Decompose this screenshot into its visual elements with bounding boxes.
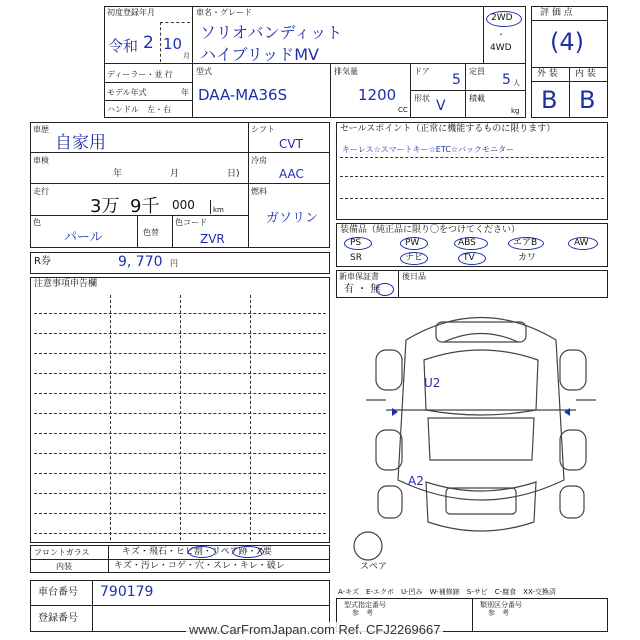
sales-points-text: キーレス☆スマートキー☆ETC☆バックモニター [342, 145, 515, 154]
kg-unit: kg [511, 107, 520, 115]
car-name-label: 車名・グレード [196, 8, 252, 17]
year-unit: 年 [181, 88, 189, 97]
watermark: www.CarFromJapan.com Ref. CFJ2269667 [186, 622, 443, 637]
inspection-day: 日) [227, 169, 240, 179]
ac-label: 冷房 [251, 156, 267, 165]
dealer-label: ディーラー・並 行 [107, 70, 173, 79]
mileage-label: 走行 [33, 187, 49, 196]
model-spec-ref: 参 考 [352, 609, 373, 617]
equip-sr: SR [350, 253, 362, 263]
color-change-label: 色替 [143, 228, 159, 237]
shape-label: 形状 [414, 94, 430, 103]
fuel-value: ガソリン [266, 211, 319, 226]
interior-grade: B [579, 86, 596, 114]
capacity-unit: 人 [513, 79, 520, 87]
equip-abs: ABS [458, 238, 476, 248]
spare-label: スペア [360, 562, 388, 572]
color-code: ZVR [200, 232, 225, 246]
inspection-year: 年 [113, 169, 123, 179]
displacement-label: 排気量 [334, 67, 358, 76]
usage-label: 車歴 [33, 125, 49, 134]
shift-value: CVT [279, 137, 303, 151]
front-glass-label: フロントガラス [34, 548, 90, 557]
handle-label: ハンドル 左・右 [107, 105, 171, 114]
category-label: 類別区分番号 [480, 601, 522, 609]
capacity: 5 [502, 72, 511, 88]
shape: V [436, 98, 446, 114]
equip-aw: AW [574, 238, 589, 248]
damage-u2: U2 [424, 376, 441, 390]
model-year-label: モデル年式 [107, 88, 147, 97]
equip-tv: TV [463, 253, 475, 263]
doors: 5 [452, 72, 461, 88]
color-label: 色 [33, 218, 41, 227]
color-value: パール [64, 230, 103, 245]
rating-label: 評 価 点 [540, 8, 573, 18]
reg-year: 2 [143, 33, 154, 53]
equip-navi: ナビ [405, 253, 424, 263]
equip-leather: カワ [518, 253, 537, 263]
warranty-label: 新車保証書 [339, 272, 379, 281]
equip-ps: PS [350, 238, 362, 248]
model-code-label: 型式 [196, 67, 212, 76]
mileage-man: 3万 [90, 196, 120, 217]
equipment-label: 装備品（純正品に限り〇をつけてください） [340, 225, 521, 235]
reg-number-label: 登録番号 [38, 613, 78, 624]
car-damage-diagram [336, 300, 608, 580]
notes-column-line [250, 295, 251, 540]
notes-column-line [180, 295, 181, 540]
rating-score: (4) [550, 28, 584, 56]
notes-label: 注意事項申告欄 [34, 279, 98, 289]
fuel-label: 燃料 [251, 187, 267, 196]
sales-points-box [336, 122, 608, 220]
interior-cond-text: キズ・汚レ・コゲ・穴・スレ・キレ・破レ [114, 561, 285, 571]
mileage-sen: 9千 [130, 196, 160, 217]
month-unit: 月 [183, 52, 190, 60]
usage-value: 自家用 [55, 133, 106, 153]
category-ref: 参 考 [488, 609, 509, 617]
cc-unit: CC [398, 106, 408, 114]
car-name: ソリオバンディット [200, 23, 343, 42]
reg-month: 10 [163, 35, 183, 53]
displacement: 1200 [358, 86, 397, 104]
reg-era: 令和 [108, 37, 139, 55]
sales-points-label: セールスポイント（正常に機能するものに限ります） [340, 124, 556, 134]
door-label: ドア [414, 67, 430, 76]
drive-dot: ・ [497, 30, 505, 39]
post-items-label: 後日品 [402, 272, 426, 281]
car-grade: ハイブリッドMV [200, 45, 319, 64]
chassis-label: 車台番号 [38, 587, 78, 598]
km-unit: km [213, 206, 224, 214]
damage-legend: A-キズ E-エクボ U-凹み W-補修跡 S-サビ C-腐食 XX-交換済 [338, 588, 556, 596]
equip-pw: PW [405, 238, 420, 248]
drive-2wd: 2WD [491, 13, 513, 23]
exterior-grade: B [541, 86, 558, 114]
interior-cond-label: 内装 [56, 562, 72, 571]
load-label: 積載 [469, 94, 485, 103]
recycle-label: R券 [34, 256, 51, 267]
recycle-box [30, 252, 330, 274]
chassis-number: 790179 [100, 584, 154, 600]
interior-label: 内 装 [575, 69, 596, 79]
shift-label: シフト [251, 125, 275, 134]
model-code: DAA-MA36S [198, 86, 288, 104]
drive-4wd: 4WD [490, 43, 512, 53]
equip-airbag: エアB [513, 238, 538, 248]
capacity-label: 定員 [469, 67, 485, 76]
yen-unit: 円 [170, 259, 178, 268]
front-glass-text: キズ・飛石・ヒビ割・リペア跡・X要 [122, 547, 272, 557]
reg-year-label: 初度登録年月 [107, 8, 155, 17]
model-spec-label: 型式指定番号 [344, 601, 386, 609]
warranty-value: 有 ・ 無 [344, 284, 381, 295]
mileage-rest: 000 [172, 198, 195, 212]
inspection-label: 車検 [33, 156, 49, 165]
exterior-label: 外 装 [537, 69, 558, 79]
ac-value: AAC [279, 167, 304, 181]
color-code-label: 色コード [175, 218, 207, 227]
recycle-value: 9, 770 [118, 254, 163, 270]
notes-column-line [110, 295, 111, 540]
inspection-month: 月 [170, 169, 180, 179]
damage-a2: A2 [408, 474, 424, 488]
